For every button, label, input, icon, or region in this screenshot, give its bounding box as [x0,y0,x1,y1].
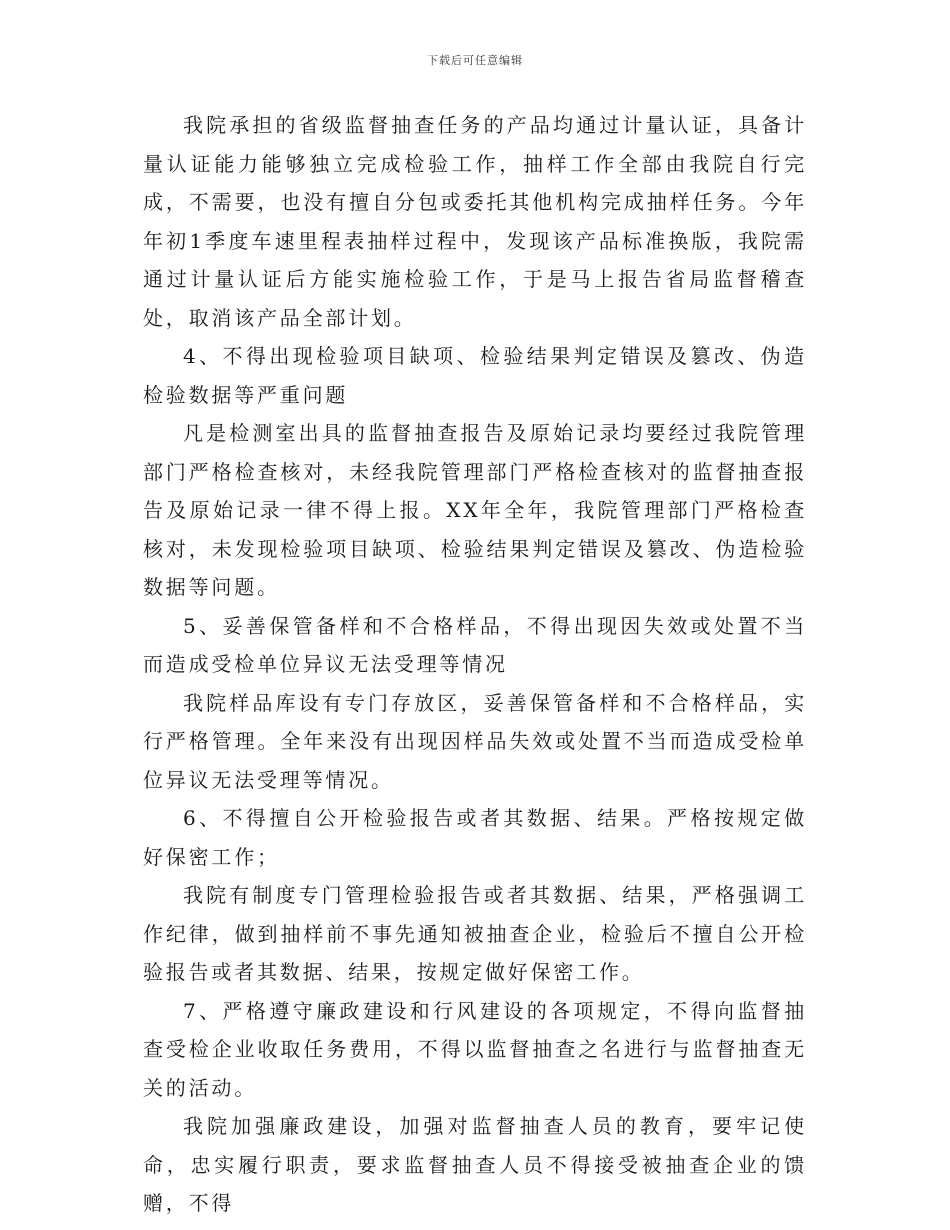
document-body [143,106,807,1223]
paragraph-report-review: 凡是检测室出具的监督抽查报告及原始记录均要经过我院管理部门严格检查核对，未经我院管理部门严格检查核对的监督抽查报告及原始记录一律不得上报。XX年全年，我院管理部门严格检查核对，未发现检验项目缺项、检验结果判定错误及篡改、伪造检验数据等问题。 [143,421,807,599]
heading-item-6: 6、不得擅自公开检验报告或者其数据、结果。严格按规定做好保密工作； [143,806,807,869]
heading-item-5: 5、妥善保管备样和不合格样品，不得出现因失效或处置不当而造成受检单位异议无法受理等情况 [143,613,807,676]
paragraph-integrity: 我院加强廉政建设，加强对监督抽查人员的教育，要牢记使命，忠实履行职责，要求监督抽查人员不得接受被抽查企业的馈赠，不得 [143,1114,807,1215]
heading-item-4: 4、不得出现检验项目缺项、检验结果判定错误及篡改、伪造检验数据等严重问题 [143,344,807,407]
heading-item-7: 7、严格遵守廉政建设和行风建设的各项规定，不得向监督抽查受检企业收取任务费用，不得以监督抽查之名进行与监督抽查无关的活动。 [143,998,807,1100]
paragraph-confidentiality: 我院有制度专门管理检验报告或者其数据、结果，严格强调工作纪律，做到抽样前不事先通知被抽查企业，检验后不擅自公开检验报告或者其数据、结果，按规定做好保密工作。 [143,883,807,984]
paragraph-sampling-capability: 我院承担的省级监督抽查任务的产品均通过计量认证，具备计量认证能力能够独立完成检验工作，抽样工作全部由我院自行完成，不需要，也没有擅自分包或委托其他机构完成抽样任务。今年年初1季度车速里程表抽样过程中，发现该产品标准换版，我院需通过计量认证后方能实施检验工作，于是马上报告省局监督稽查处，取消该产品全部计划。 [143,113,807,330]
page-header: 下载后可任意编辑 [427,54,523,67]
paragraph-sample-storage: 我院样品库设有专门存放区，妥善保管备样和不合格样品，实行严格管理。全年来没有出现因样品失效或处置不当而造成受检单位异议无法受理等情况。 [143,690,807,792]
